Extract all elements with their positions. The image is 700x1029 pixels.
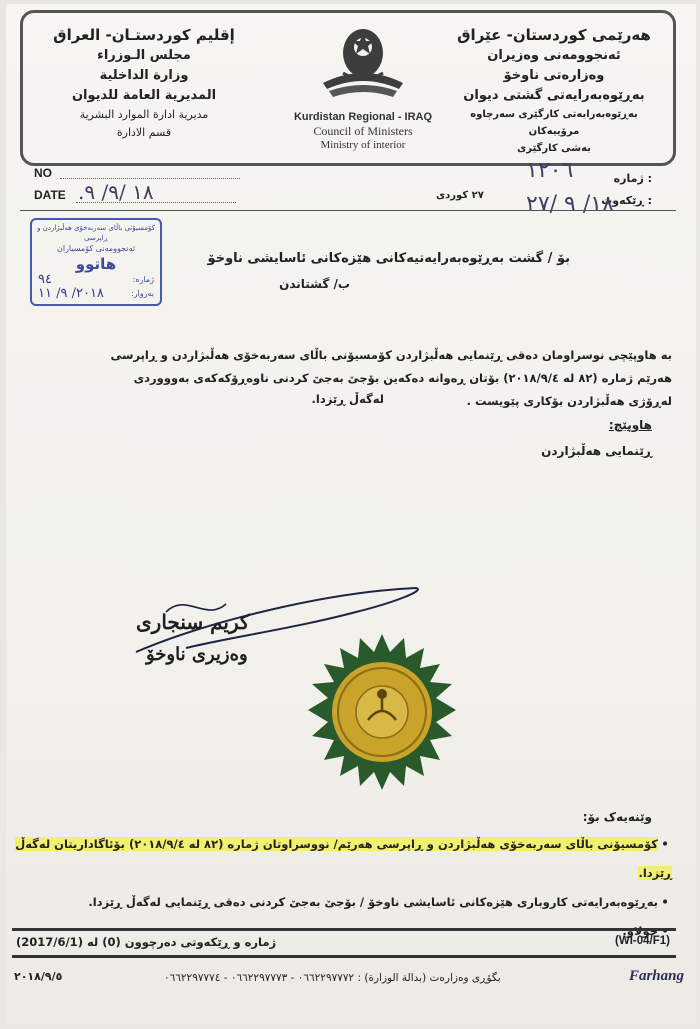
footer [6,958,696,998]
kurdish-line-6: بەشی کارگێری [517,143,591,154]
letterhead [20,10,676,166]
form-code: (WI-04/F1) [615,935,670,947]
letterhead-english [273,111,453,151]
attachment-item: ڕێنمایی هەڵبژاردن [541,444,652,458]
stamp-date-row [32,287,160,301]
kurdish-line-5: بەڕێوەبەرایەتی کارگێری سەرچاوە مرۆییەکان [470,109,638,137]
kurdish-line-3: وەزارەتی ناوخۆ [503,68,605,83]
arabic-line-2: مجلس الـوزراء [97,48,191,63]
stamp-line-3: هاتوو [75,255,117,273]
stamp-number-value: ٩٤ [38,272,52,287]
number-label-kurdish: : ژمارە [613,172,652,185]
signatory-name: کریم سنجاری [136,610,250,634]
arabic-line-6: قسم الادارة [116,126,172,139]
cc-item: •بەڕێوەبەرایەتی کاروباری هێزەکانی ئاسایشی ناوخۆ / بۆجێ بەجێ کردنی دەقی ڕێنمایی لەگەڵ ڕێزدا. [88,895,669,909]
recipient-line: بۆ / گشت بەڕێوەبەرایەتیەکانی هێزەکانی ئاسایشی ناوخۆ [207,251,570,266]
stamp-date-value: ٢٠١٨/ ٩/ ١١ [38,286,104,301]
stamp-number-row [32,273,160,287]
kurdistan-emblem-icon [313,23,413,101]
stamp-line-1: کۆمسیۆنی باڵای سەربەخۆی هەڵبژاردن و ڕاپرسی [37,224,155,242]
english-line-2: Council of Ministers [313,124,413,138]
cc-item-text: بەڕێوەبەرایەتی کاروباری هێزەکانی ئاسایشی ناوخۆ / بۆجێ بەجێ کردنی دەقی ڕێنمایی لەگەڵ ڕێزدا. [88,895,658,909]
kurdish-line-4: بەڕێوەبەرایەتی گشتی دیوان [463,88,645,103]
stamp-line-2: ئەنجوومەنی کۆمسیاران [56,244,136,253]
kurdi-year: ٢٧ کوردی [436,190,484,201]
footer-contact: بگۆڕی وەزارەت (بدالة الوزارة) : ٠٦٦٢٢٩٧٧٧٢ - ٠٦٦٢٢٩٧٧٧٣ - ٠٦٦٢٢٩٧٧٧٤ [164,972,501,984]
arabic-line-1: إقليم كوردستـان- العراق [53,26,235,44]
letter-body: بە هاوپێچی نوسراومان دەقی ڕێنمایی هەڵبژاردن کۆمسیۆنی باڵای سەربەخۆی هەڵبژاردن و ڕاپرسی هەرێم ژمارە (٨٢ لە ٢٠١٨/٩/٤) بۆتان ڕەوانە دەکەین بۆجێ بەجێ کردنی ناوەڕۆکەکەی بەوووردی لەڕۆژی هەڵبژاردن بۆکاری پێویست . [110,348,672,408]
subject-line: ب/ گشتاندن [279,277,350,291]
english-line-1: Kurdistan Regional - IRAQ [293,111,433,123]
date-value: .١٨ /٩/ ٩ [78,180,154,204]
date-value-kurdish: ١٨/ ٩ /٢٧ [526,192,614,217]
kurdish-line-1: هەرێمی کوردستان- عێراق [457,26,651,44]
signatory-title: وەزیری ناوخۆ [146,644,248,665]
issue-reference: ژمارە و ڕێکەوتی دەرچوون (0) لە (2017/6/1) [16,935,277,949]
cc-title: وێنەیەک بۆ: [582,810,652,824]
cc-item-text: کۆمسیۆنی باڵای سەربەخۆی هەڵبژاردن و ڕاپرسی هەرێم/ نووسراوتان ژمارە (٨٢ لە ٢٠١٨/٩/٤) بۆئاگاداریتان لەگەڵ ڕێزدا. [15,837,672,880]
cc-item: •کۆمسیۆنی باڵای سەربەخۆی هەڵبژاردن و ڕاپرسی هەرێم/ نووسراوتان ژمارە (٨٢ لە ٢٠١٨/٩/٤) بۆئاگاداریتان لەگەڵ ڕێزدا. [15,837,672,880]
date-label: DATE [34,188,66,202]
regards: لەگەڵ ڕێزدا. [311,392,384,406]
received-stamp [30,218,162,306]
date-label-kurdish: : ڕێکەوت [601,194,652,207]
no-dotted-line [60,178,240,179]
attachment-title: هاوپێچ: [608,418,652,432]
kurdish-line-2: ئەنجوومەنی وەزیران [487,48,621,63]
number-value-kurdish: ١٢٠٦ [526,158,574,183]
stamp-date-label: بەروار: [130,289,154,298]
arabic-line-4: المديرية العامة للديوان [71,88,217,103]
document-page [6,4,696,1025]
footer-date: ٢٠١٨/٩/٥ [14,970,63,983]
official-seal-icon [302,632,462,792]
arabic-line-5: مديرية ادارة الموارد البشرية [79,108,209,121]
letterhead-arabic [39,25,249,142]
header-divider [20,210,676,211]
stamp-number-label: ژمارە: [132,275,154,284]
no-label: NO [34,166,52,180]
form-reference-bar [12,928,676,958]
cc-item: •خولاو. [622,924,669,938]
letterhead-kurdish [449,25,659,157]
footer-signature: Farhang [628,968,684,984]
cc-item-text: خولاو. [622,924,658,938]
english-line-3: Ministry of interior [320,139,406,151]
arabic-line-3: وزارة الداخلية [99,68,189,83]
